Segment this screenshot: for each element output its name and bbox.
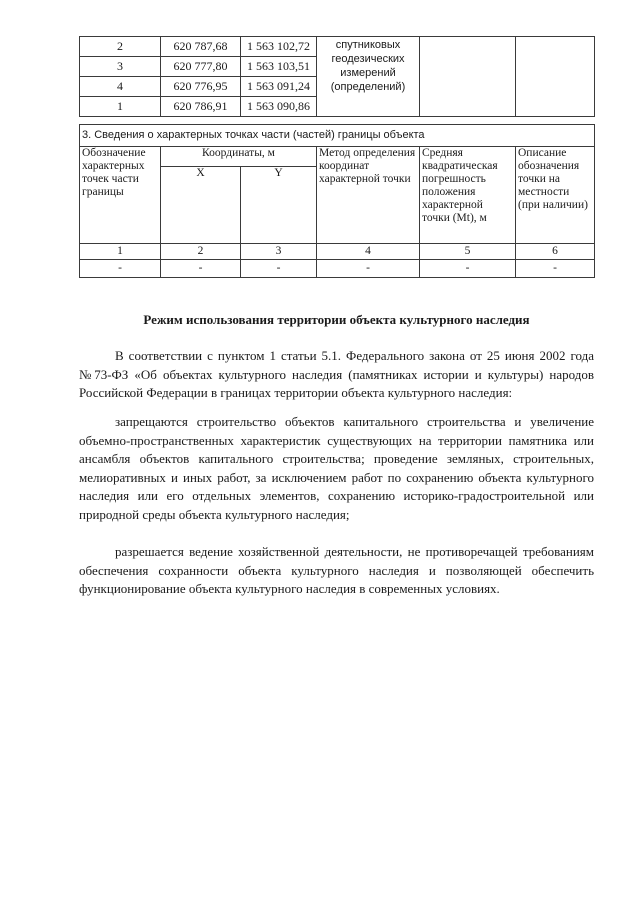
coord-y: 1 563 102,72 bbox=[241, 37, 317, 57]
coordinates-table-continued bbox=[79, 36, 595, 117]
coord-y: 1 563 103,51 bbox=[241, 57, 317, 77]
prohibitions-paragraph: запрещаются строительство объектов капитального строительства и увеличение объемно-пространственных характеристик существующих на территории памятника или ансамбля объектов капитального строительства; проведение земляных, строительных, мелиоративных и иных работ, за исключением работ по сохранению объекта культурного наследия или его отдельных элементов, сохранению историко-градостроительной или природной среды объекта культурного наследия; bbox=[79, 414, 594, 522]
column-number-row bbox=[80, 244, 595, 260]
empty-value: - bbox=[516, 260, 595, 278]
coord-y: 1 563 090,86 bbox=[241, 97, 317, 117]
intro-paragraph: В соответствии с пунктом 1 статьи 5.1. Федерального закона от 25 июня 2002 года №73-ФЗ «Об объектах культурного наследия (памятниках истории и культуры) народов Российской Федерации в границах территории объекта культурного наследия: bbox=[79, 348, 594, 400]
empty-value: - bbox=[420, 260, 516, 278]
description-cell bbox=[516, 37, 595, 117]
header-x: X bbox=[161, 167, 241, 244]
column-number: 5 bbox=[420, 244, 516, 260]
table-row bbox=[80, 37, 595, 57]
section-title: 3. Сведения о характерных точках части (частей) границы объекта bbox=[80, 125, 595, 147]
header-coordinates: Координаты, м bbox=[161, 147, 317, 167]
coord-y: 1 563 091,24 bbox=[241, 77, 317, 97]
empty-value: - bbox=[161, 260, 241, 278]
column-number: 6 bbox=[516, 244, 595, 260]
table-row bbox=[80, 260, 595, 278]
part-boundary-points-table bbox=[79, 124, 595, 278]
column-number: 3 bbox=[241, 244, 317, 260]
accuracy-cell bbox=[420, 37, 516, 117]
column-number: 1 bbox=[80, 244, 161, 260]
header-description: Описание обозначения точки на местности (при наличии) bbox=[516, 147, 595, 244]
header-accuracy: Средняя квадратическая погрешность положения характерной точки (Mt), м bbox=[420, 147, 516, 244]
header-y: Y bbox=[241, 167, 317, 244]
header-row bbox=[80, 147, 595, 167]
coord-x: 620 787,68 bbox=[161, 37, 241, 57]
section-title-row bbox=[80, 125, 595, 147]
column-number: 2 bbox=[161, 244, 241, 260]
header-method: Метод определения координат характерной точки bbox=[317, 147, 420, 244]
point-number: 3 bbox=[80, 57, 161, 77]
coord-x: 620 777,80 bbox=[161, 57, 241, 77]
column-number: 4 bbox=[317, 244, 420, 260]
regime-heading: Режим использования территории объекта культурного наследия bbox=[143, 312, 530, 327]
point-number: 2 bbox=[80, 37, 161, 57]
permissions-paragraph: разрешается ведение хозяйственной деятельности, не противоречащей требованиям обеспечения сохранности объекта культурного наследия и позволяющей обеспечить функционирование объекта культурного наследия в современных условиях. bbox=[79, 544, 594, 596]
point-number: 1 bbox=[80, 97, 161, 117]
method-cell: спутниковых геодезических измерений (определений) bbox=[317, 37, 420, 117]
point-number: 4 bbox=[80, 77, 161, 97]
empty-value: - bbox=[317, 260, 420, 278]
empty-value: - bbox=[241, 260, 317, 278]
header-designation: Обозначение характерных точек части границы bbox=[80, 147, 161, 244]
coord-x: 620 786,91 bbox=[161, 97, 241, 117]
empty-value: - bbox=[80, 260, 161, 278]
coord-x: 620 776,95 bbox=[161, 77, 241, 97]
